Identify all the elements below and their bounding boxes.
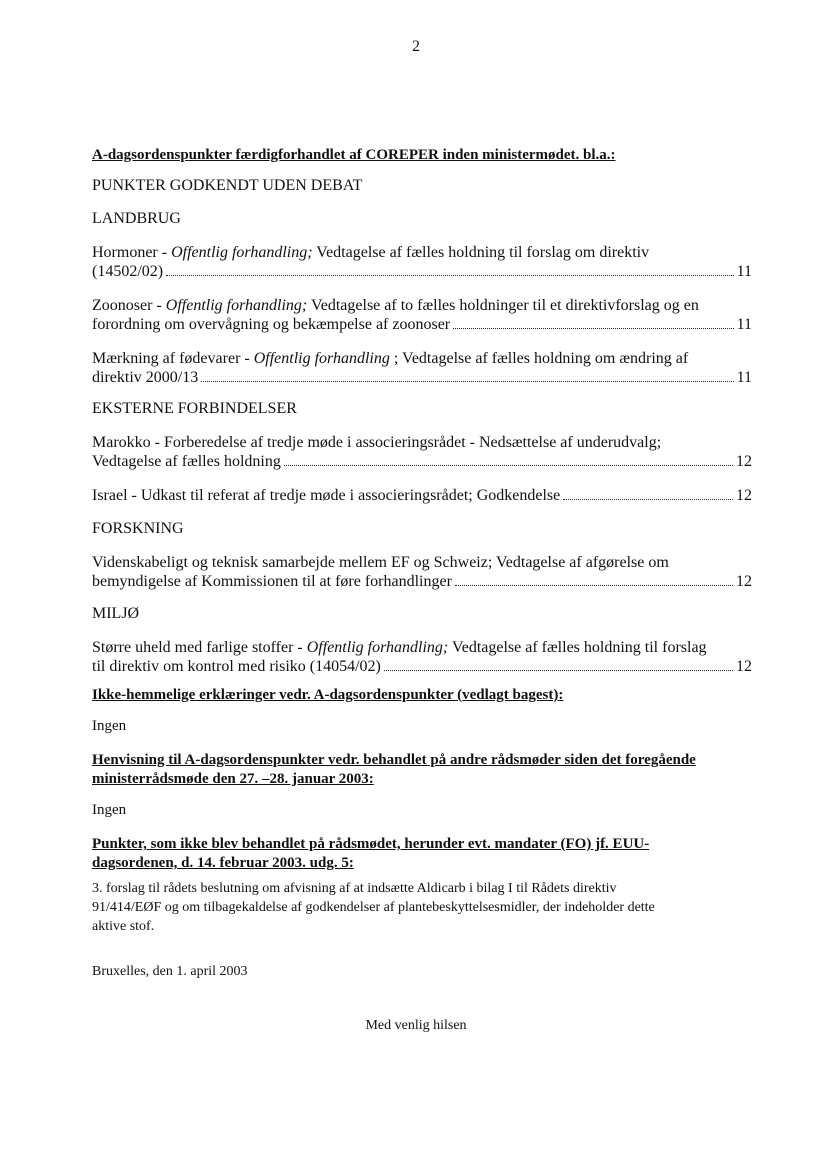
agenda-item-text: Israel - Udkast til referat af tredje møde i associeringsrådet; Godkendelse (92, 487, 561, 504)
references-heading-line1: Henvisning til A-dagsordenspunkter vedr. behandlet på andre rådsmøder siden det foregående (92, 752, 696, 768)
agenda-item-emphasis: Offentlig forhandling; (165, 297, 308, 314)
declarations-text: Ingen (92, 718, 127, 734)
agenda-item-line1 (92, 296, 752, 315)
points-text-line1: 3. forslag til rådets beslutning om afvisning af at indsætte Aldicarb i bilag I til Rådets direktiv (92, 881, 617, 896)
agenda-item-text: ; Vedtagelse af fælles holdning om ændring af (389, 350, 689, 367)
agenda-item-emphasis: Offentlig forhandling; (171, 244, 313, 261)
section-title-eksterne: EKSTERNE FORBINDELSER (92, 400, 297, 417)
agenda-item-page: 12 (736, 573, 752, 590)
agenda-item-text: Mærkning af fødevarer - (92, 350, 254, 367)
agenda-item-marokko (92, 433, 752, 471)
points-heading-line2: dagsordenen, d. 14. februar 2003. udg. 5: (92, 855, 354, 871)
agenda-item-line1 (92, 349, 752, 368)
main-heading: A-dagsordenspunkter færdigforhandlet af COREPER inden ministermødet. bl.a.: (92, 147, 616, 163)
section-title-landbrug: LANDBRUG (92, 210, 181, 227)
points-text-line3: aktive stof. (92, 919, 155, 934)
agenda-item-line1 (92, 243, 752, 262)
agenda-item-text: (14502/02) (92, 263, 164, 280)
agenda-item-text: direktiv 2000/13 (92, 369, 199, 386)
points-heading (92, 835, 752, 873)
agenda-item-page: 12 (736, 487, 752, 504)
points-heading-line1: Punkter, som ikke blev behandlet på rådsmødet, herunder evt. mandater (FO) jf. EUU- (92, 836, 650, 852)
section-title-forskning: FORSKNING (92, 520, 184, 537)
agenda-item-videnskabeligt (92, 553, 752, 591)
references-heading-line2: ministerrådsmøde den 27. –28. januar 2003: (92, 771, 374, 787)
agenda-item-line2 (92, 315, 752, 334)
agenda-item-text: Større uheld med farlige stoffer - (92, 639, 307, 656)
agenda-item-israel (92, 486, 752, 505)
agenda-item-line2 (92, 572, 752, 591)
agenda-item-line2 (92, 657, 752, 676)
agenda-item-text: Vedtagelse af fælles holdning til forslag om direktiv (312, 244, 650, 261)
agenda-item-maerkning (92, 349, 752, 387)
agenda-item-line1 (92, 638, 752, 657)
agenda-item-line2 (92, 368, 752, 387)
agenda-item-page: 12 (736, 658, 752, 675)
closing-greeting: Med venlig hilsen (365, 1018, 467, 1033)
declarations-heading: Ikke-hemmelige erklæringer vedr. A-dagsordenspunkter (vedlagt bagest): (92, 687, 564, 703)
references-text: Ingen (92, 802, 127, 818)
place-date: Bruxelles, den 1. april 2003 (92, 964, 248, 979)
dot-leader (384, 670, 733, 671)
agenda-item-zoonoser (92, 296, 752, 334)
agenda-item-text: bemyndigelse af Kommissionen til at føre forhandlinger (92, 573, 452, 590)
agenda-item-page: 12 (736, 453, 752, 470)
agenda-item-emphasis: Offentlig forhandling (253, 350, 390, 367)
dot-leader (166, 275, 733, 276)
agenda-item-stoerre-uheld (92, 638, 752, 676)
agenda-item-line1: Videnskabeligt og teknisk samarbejde mellem EF og Schweiz; Vedtagelse af afgørelse om (92, 554, 669, 571)
agenda-item-text: Vedtagelse af fælles holdning (92, 453, 281, 470)
dot-leader (455, 585, 733, 586)
agenda-item-text: Vedtagelse af to fælles holdninger til et direktivforslag og en (307, 297, 699, 314)
agenda-item-line1 (92, 486, 752, 505)
points-text-line2: 91/414/EØF og om tilbagekaldelse af godkendelser af plantebeskyttelsesmidler, der indeholder dette (92, 900, 655, 915)
agenda-item-line2 (92, 452, 752, 471)
references-heading (92, 751, 752, 789)
agenda-item-text: Hormoner - (92, 244, 172, 261)
dot-leader (563, 499, 733, 500)
agenda-item-line1: Marokko - Forberedelse af tredje møde i associeringsrådet - Nedsættelse af underudvalg; (92, 434, 662, 451)
agenda-item-text: til direktiv om kontrol med risiko (14054/02) (92, 658, 381, 675)
page-number: 2 (412, 38, 420, 55)
dot-leader (201, 381, 733, 382)
section-approved-title: PUNKTER GODKENDT UDEN DEBAT (92, 177, 363, 194)
agenda-item-line2 (92, 262, 752, 281)
section-title-miljo: MILJØ (92, 605, 140, 622)
agenda-item-hormoner (92, 243, 752, 281)
agenda-item-page: 11 (736, 369, 752, 386)
agenda-item-page: 11 (736, 316, 752, 333)
dot-leader (453, 328, 733, 329)
points-text (92, 879, 752, 936)
document-body (92, 146, 752, 936)
agenda-item-page: 11 (736, 263, 752, 280)
agenda-item-text: forordning om overvågning og bekæmpelse af zoonoser (92, 316, 451, 333)
agenda-item-text: Vedtagelse af fælles holdning til forslag (448, 639, 707, 656)
dot-leader (284, 465, 733, 466)
agenda-item-emphasis: Offentlig forhandling; (306, 639, 449, 656)
agenda-item-text: Zoonoser - (92, 297, 166, 314)
